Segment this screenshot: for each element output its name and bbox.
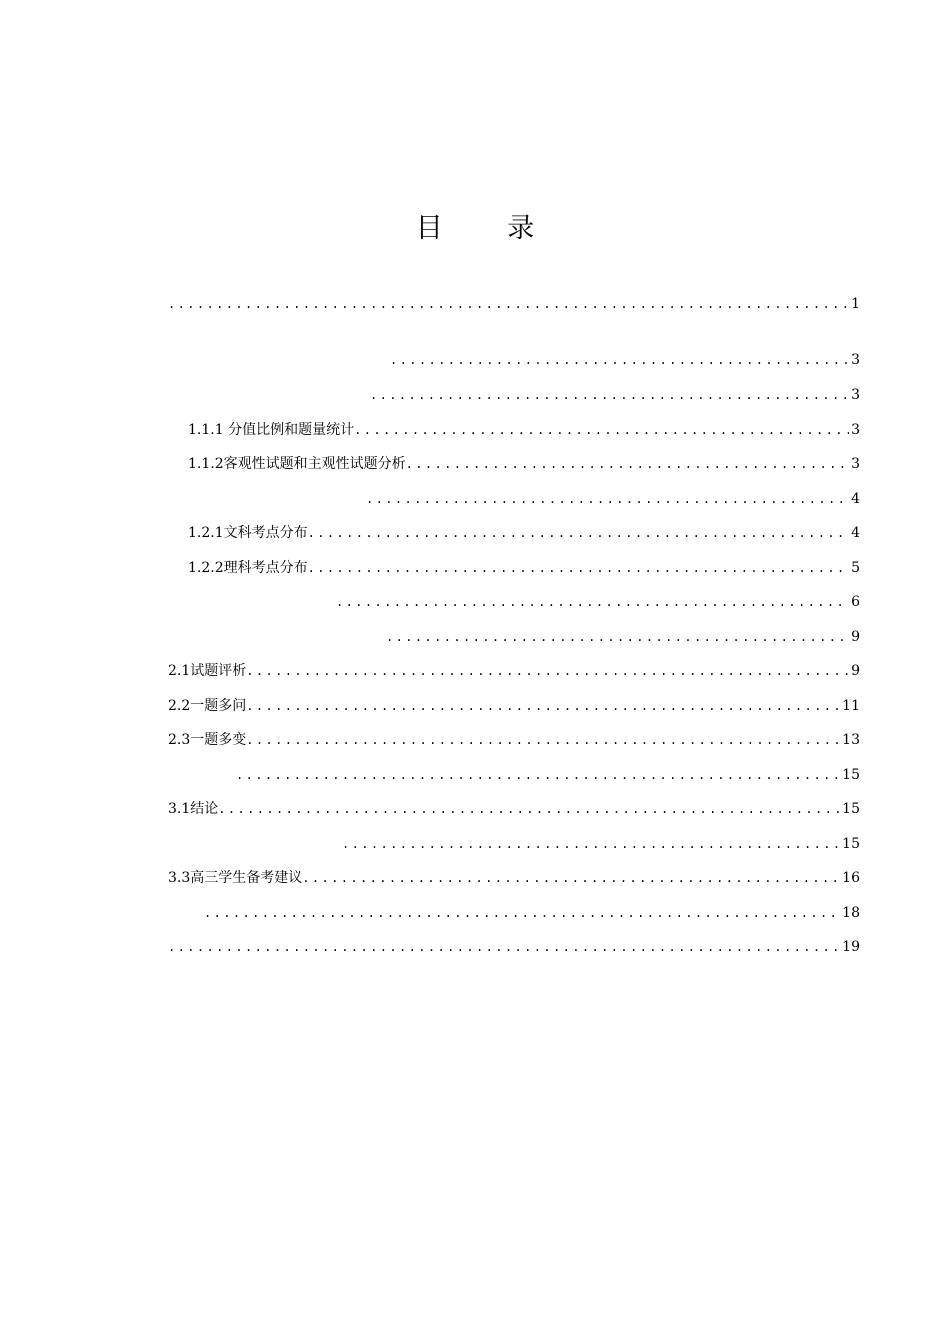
toc-entry-page: 9 xyxy=(851,629,860,645)
toc-entry-page: 3 xyxy=(851,352,860,368)
toc-leader-dots xyxy=(246,661,849,681)
toc-entry-page: 3 xyxy=(851,387,860,403)
toc-leader-dots xyxy=(246,696,840,716)
toc-entry[interactable] xyxy=(370,385,860,405)
toc-entry-page: 1 xyxy=(851,296,860,312)
toc-leader-dots xyxy=(236,765,840,785)
toc-entry[interactable] xyxy=(188,454,860,474)
toc-entry[interactable] xyxy=(236,765,860,785)
toc-leader-dots xyxy=(406,454,849,474)
toc-entry-page: 9 xyxy=(851,663,860,679)
toc-leader-dots xyxy=(246,730,840,750)
toc-entry-page: 11 xyxy=(842,698,860,714)
toc-leader-dots xyxy=(354,420,849,440)
toc-leader-dots xyxy=(168,294,849,314)
toc-entry-page: 5 xyxy=(851,560,860,576)
toc-entry-label: 1.1.1 分值比例和题量统计 xyxy=(188,422,355,438)
toc-title-char-1: 目 xyxy=(415,213,443,244)
toc-entry[interactable] xyxy=(390,350,860,370)
toc-leader-dots xyxy=(386,627,849,647)
toc-entry-page: 4 xyxy=(851,525,860,541)
toc-entry-page: 15 xyxy=(842,801,860,817)
toc-entry-page: 15 xyxy=(842,767,860,783)
toc-entry[interactable] xyxy=(168,294,860,314)
toc-leader-dots xyxy=(336,592,849,612)
toc-entry-label: 2.1试题评析 xyxy=(168,663,247,679)
toc-leader-dots xyxy=(302,868,840,888)
toc-entry-label: 3.3高三学生备考建议 xyxy=(168,870,303,886)
toc-entry[interactable] xyxy=(168,730,860,750)
toc-entry-label: 3.1结论 xyxy=(168,801,219,817)
toc-entry[interactable] xyxy=(188,523,860,543)
toc-entry[interactable] xyxy=(188,558,860,578)
toc-leader-dots xyxy=(204,903,840,923)
toc-leader-dots xyxy=(342,834,840,854)
toc-entry[interactable] xyxy=(336,592,860,612)
toc-entry-page: 18 xyxy=(842,905,860,921)
toc-leader-dots xyxy=(390,350,849,370)
toc-leader-dots xyxy=(168,937,840,957)
toc-entry[interactable] xyxy=(342,834,860,854)
toc-title-char-2: 录 xyxy=(507,213,535,244)
toc-leader-dots xyxy=(366,489,849,509)
toc-entry[interactable] xyxy=(168,937,860,957)
toc-entry-page: 4 xyxy=(851,491,860,507)
toc-leader-dots xyxy=(308,523,849,543)
toc-entry-page: 13 xyxy=(842,732,860,748)
toc-entry-page: 3 xyxy=(851,456,860,472)
toc-entry[interactable] xyxy=(386,627,860,647)
toc-entry[interactable] xyxy=(168,868,860,888)
toc-entry-label: 1.2.2理科考点分布 xyxy=(188,560,308,576)
toc-entry[interactable] xyxy=(188,420,860,440)
toc-entry-page: 19 xyxy=(842,939,860,955)
toc-entry-page: 6 xyxy=(851,594,860,610)
toc-entry-page: 3 xyxy=(851,422,860,438)
toc-entry[interactable] xyxy=(366,489,860,509)
toc-entry-label: 1.2.1文科考点分布 xyxy=(188,525,308,541)
toc-entry-label: 2.2一题多问 xyxy=(168,698,247,714)
toc-leader-dots xyxy=(218,799,840,819)
toc-entry-page: 15 xyxy=(842,836,860,852)
toc-entry[interactable] xyxy=(204,903,860,923)
toc-entry[interactable] xyxy=(168,799,860,819)
toc-title xyxy=(0,206,950,245)
toc-entry-label: 2.3一题多变 xyxy=(168,732,247,748)
toc-leader-dots xyxy=(370,385,849,405)
toc-entry-label: 1.1.2客观性试题和主观性试题分析 xyxy=(188,456,406,472)
toc-entry[interactable] xyxy=(168,696,860,716)
toc-entry-page: 16 xyxy=(842,870,860,886)
toc-leader-dots xyxy=(308,558,849,578)
toc-entry[interactable] xyxy=(168,661,860,681)
